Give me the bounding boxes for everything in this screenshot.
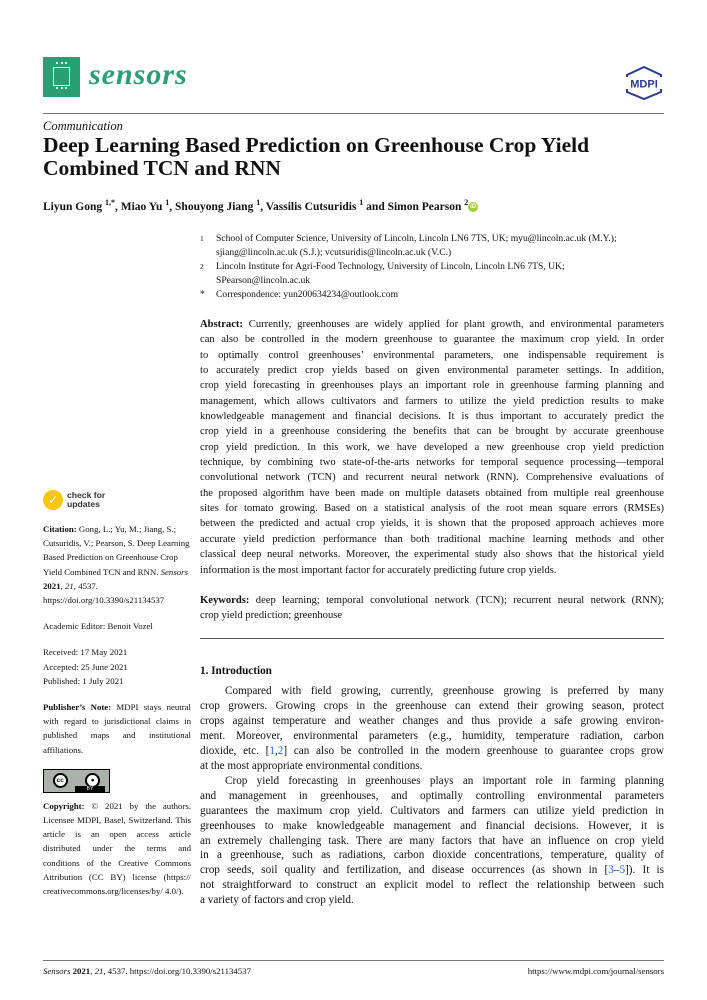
abstract-text: to accurately predict crop yields based on given environmental parameter settings. In addition, <box>200 365 664 377</box>
accepted-date: Accepted: 25 June 2021 <box>43 661 128 672</box>
orcid-icon[interactable]: iD <box>470 203 477 210</box>
author-affiliation-mark: 2 <box>464 198 469 207</box>
affiliation-mark: * <box>200 289 205 300</box>
author-separator: and <box>363 200 388 213</box>
abstract-line <box>200 409 664 424</box>
abstract-line <box>200 378 664 393</box>
affiliation-line: Correspondence: yun200634234@outlook.com <box>216 289 399 300</box>
journal-name: sensors <box>89 58 188 91</box>
affiliations <box>200 232 664 302</box>
reference-link[interactable]: 1 <box>269 744 275 757</box>
cc-by-license-badge[interactable] <box>43 769 110 793</box>
affiliation-line: Lincoln Institute for Agri-Food Technology, University of Lincoln, Lincoln LN6 7TS, UK; <box>216 261 565 272</box>
abstract-text: accurate yield prediction performance than both traditional machine learning methods and other <box>200 533 664 545</box>
abstract-text: classical deep neural networks. Moreover, the experimental study also shows that the historical yield <box>200 549 664 561</box>
keywords-label: Keywords: <box>200 595 250 606</box>
reference-link[interactable]: 5 <box>619 864 626 877</box>
abstract-line <box>200 363 664 378</box>
affiliation <box>200 288 664 302</box>
citation: Citation: Gong, L.; Yu, M.; Jiang, S.; Cutsuridis, V.; Pearson, S. Deep Learning Based Prediction on Greenhouse Crop Yield Combined TCN and RNN. Sensors 2021, 21, 4537. https://doi.org/10.3390/s21134537 <box>43 524 190 606</box>
author-name: Liyun Gong <box>43 200 103 213</box>
author-name: Vassilis Cutsuridis <box>265 200 357 213</box>
abstract-line <box>200 440 664 455</box>
author-name: Miao Yu <box>120 200 163 213</box>
paragraph-line: not straightforward to construct an explicit model to reflect the relationship between such <box>200 879 664 892</box>
mdpi-logo-text: MDPI <box>630 78 658 91</box>
cc-icon: cc <box>53 773 68 788</box>
paragraph-line: crop seeds, soil quality and fertilization, and disease occurrences (as shown in [3–5]). It is <box>200 864 664 877</box>
keywords-text: deep learning; temporal convolutional network (TCN); recurrent neural network (RNN); <box>249 595 664 606</box>
citation-volume: 21 <box>65 580 74 591</box>
author-affiliation-mark: 1 <box>256 198 261 207</box>
affiliation-mark: 2 <box>200 262 204 271</box>
paragraph-line: dioxide, etc. [1,2] can also be controlled in the modern greenhouse to guarantee crops grow <box>200 744 664 757</box>
publication-dates <box>43 645 191 688</box>
abstract-text: technique, by combining two state-of-the-arts networks for temporal sequence processing—temporal <box>200 457 664 469</box>
published-date: Published: 1 July 2021 <box>43 675 124 686</box>
abstract-text: crop yield forecasting in greenhouses plays an important role in greenhouse farming planning and <box>200 380 664 392</box>
introduction-body <box>200 684 664 908</box>
author-name: Shouyong Jiang <box>175 200 254 213</box>
paper-title: Deep Learning Based Prediction on Greenhouse Crop Yield Combined TCN and RNN <box>43 133 590 180</box>
publisher-note-text: MDPI stays neutral with regard to jurisdictional claims in published maps and institutional affiliations. <box>43 702 191 755</box>
abstract-line <box>200 394 664 409</box>
author-affiliation-mark: 1 <box>359 198 364 207</box>
abstract-line <box>200 348 664 363</box>
abstract-text: convolutional network (TCN) and recurrent neural network (RNN). Comprehensive evaluations of <box>200 472 664 484</box>
paragraph-line: ment. Moreover, environmental parameters (e.g., humidity, temperature radiation, carbon <box>200 729 664 742</box>
author-name: Simon Pearson <box>387 200 462 213</box>
check-for-updates-button[interactable] <box>43 488 191 512</box>
affiliation-line: School of Computer Science, University of Lincoln, Lincoln LN6 7TS, UK; myu@lincoln.ac.uk (M.Y.); <box>216 233 617 244</box>
checkmark-icon: ✓ <box>43 490 63 510</box>
affiliation <box>200 232 664 260</box>
citation-year: 2021 <box>43 580 61 591</box>
abstract-text: to optimally control greenhouses’ environmental parameters, one indispensable requirement is <box>200 349 664 361</box>
affiliation-line: sjiang@lincoln.ac.uk (S.J.); vcutsuridis@lincoln.ac.uk (V.C.) <box>216 247 452 258</box>
affiliation-text <box>216 260 565 288</box>
abstract-line <box>200 563 664 578</box>
abstract-text: crop yield prediction. In this work, we have developed a new greenhouse crop yield prediction <box>200 441 664 453</box>
paragraph-line: crops against temperature and weather changes and thus provide a safe growing environ- <box>200 714 664 727</box>
chip-icon <box>53 67 70 86</box>
check-updates-line2: updates <box>67 499 100 509</box>
academic-editor: Academic Editor: Benoit Vozel <box>43 621 153 632</box>
copyright-label: Copyright: <box>43 800 85 811</box>
footer-rule <box>43 960 664 961</box>
abstract-text: can also be controlled in the modern greenhouse to guarantee the maximum crop yield. In order <box>200 334 664 346</box>
abstract-line <box>200 317 664 332</box>
citation-journal: Sensors <box>160 566 188 577</box>
footer-journal: Sensors <box>43 966 71 976</box>
abstract-text: knowledgeable management and financial decisions. It is thus important to accurately predict the <box>200 411 664 423</box>
paragraph-line: at the most appropriate environmental conditions. <box>200 759 423 772</box>
abstract-text: crop yield in a greenhouse considering the benefits that can be brought by accurate greenhouse <box>200 426 664 438</box>
abstract <box>200 317 664 578</box>
footer-citation: Sensors 2021, 21, 4537. https://doi.org/10.3390/s21134537 <box>43 966 251 976</box>
copyright <box>43 799 191 898</box>
affiliation-line: SPearson@lincoln.ac.uk <box>216 275 311 286</box>
abstract-line <box>200 547 664 562</box>
paragraph-line: an extremely challenging task. There are many factors that have an influence on crop yield <box>200 834 664 847</box>
abstract-line <box>200 424 664 439</box>
author-separator: , <box>260 200 266 213</box>
abstract-line <box>200 501 664 516</box>
author-list <box>43 198 478 213</box>
check-updates-line1: check for <box>67 490 106 500</box>
received-date: Received: 17 May 2021 <box>43 647 128 658</box>
paragraph-line: in a greenhouse, such as radiations, carbon dioxide concentrations, temperature, quality of <box>200 849 664 862</box>
keywords-line <box>200 593 664 608</box>
header-rule <box>43 113 664 114</box>
affiliation-mark: 1 <box>200 234 204 243</box>
article-sidebar <box>43 488 191 898</box>
section-heading: 1. Introduction <box>200 665 272 677</box>
person-icon: ● <box>85 773 100 788</box>
affiliation <box>200 260 664 288</box>
affiliation-text <box>216 288 398 302</box>
abstract-text: information is the most important factor for accurately predicting future crop yields. <box>200 564 557 576</box>
keywords-text: crop yield prediction; greenhouse <box>200 610 343 622</box>
paragraph-line: crop growers. Growing crops in the greenhouse can extend their growing season, protect <box>200 699 664 712</box>
abstract-line <box>200 455 664 470</box>
article-type: Communication <box>43 119 123 133</box>
abstract-line <box>200 470 664 485</box>
abstract-text: the proposed algorithm have been made on multiple datasets obtained from multiple real greenhouse <box>200 487 664 499</box>
abstract-text: sites for tomato growing. Based on a statistical analysis of the root mean square errors (RMSEs) <box>200 503 664 515</box>
paragraph-line: Crop yield forecasting in greenhouses plays an important role in farming planning <box>225 774 664 787</box>
affiliation-text <box>216 232 617 260</box>
citation-label: Citation: <box>43 524 77 534</box>
mdpi-logo-icon <box>625 66 663 100</box>
abstract-line <box>200 532 664 547</box>
author-separator: , <box>115 200 121 213</box>
abstract-text: Currently, greenhouses are widely applied for plant growth, and environmental parameters <box>242 319 664 330</box>
by-label: BY <box>75 786 105 792</box>
footer-journal-url[interactable]: https://www.mdpi.com/journal/sensors <box>527 966 664 976</box>
paragraph-line: and management in greenhouses, and optimally controlling environmental parameters <box>200 789 664 802</box>
paragraph-line: a variety of factors and crop yield. <box>200 894 354 907</box>
publisher-note-label: Publisher’s Note: <box>43 702 112 713</box>
citation-article: , 4537. <box>73 580 98 591</box>
author-affiliation-mark: 1,* <box>105 198 115 207</box>
citation-text: Gong, L.; Yu, M.; Jiang, S.; Cutsuridis, V.; Pearson, S. Deep Learning Based Prediction on Greenhouse Crop Yield Combined TCN and RNN. <box>43 524 190 577</box>
keywords <box>200 593 664 624</box>
abstract-label: Abstract: <box>200 319 243 330</box>
abstract-text: between the predicted and actual crop yields, it is shown that the proposed approach achieves more <box>200 518 664 530</box>
abstract-line <box>200 486 664 501</box>
footer-doi[interactable]: , 4537. https://doi.org/10.3390/s21134537 <box>103 966 251 976</box>
copyright-text: © 2021 by the authors. Licensee MDPI, Basel, Switzerland. This article is an open access article distributed under the terms and conditions of the Creative Commons Attribution (CC BY) license (https:// creativecommons.org/licenses/by/ 4.0/). <box>43 800 191 897</box>
section-divider <box>200 638 664 639</box>
keywords-line <box>200 608 664 623</box>
paragraph-line: greenhouses to make knowledgeable management and financial decisions. However, it is <box>200 819 664 832</box>
reference-link[interactable]: 3 <box>608 864 614 877</box>
citation-doi-link[interactable]: https://doi.org/10.3390/s21134537 <box>43 595 165 606</box>
footer-volume: 21 <box>94 966 104 976</box>
abstract-line <box>200 516 664 531</box>
author-affiliation-mark: 1 <box>165 198 170 207</box>
publisher-note <box>43 700 191 757</box>
reference-link[interactable]: 2 <box>277 744 284 757</box>
paragraph-line: Compared with field growing, currently, greenhouse growing is preferred by many <box>225 685 664 697</box>
abstract-text: management, which allows cultivators and farmers to utilize the yield prediction results to make <box>200 395 664 407</box>
author-separator: , <box>169 200 176 213</box>
footer-year: 2021 <box>72 966 91 976</box>
abstract-line <box>200 332 664 347</box>
paragraph-line: guarantees the maximum crop yield. Cultivators and farmers can utilize yield prediction in <box>200 804 664 817</box>
